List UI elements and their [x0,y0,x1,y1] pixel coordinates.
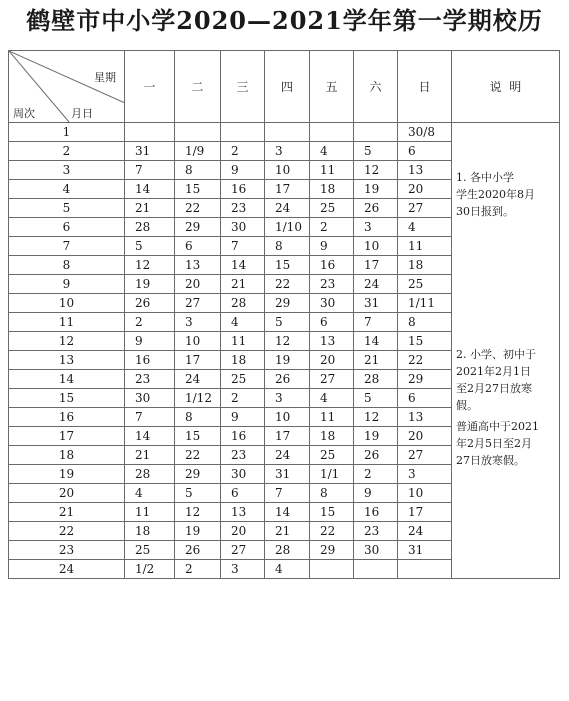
date-cell: 31 [398,541,452,560]
date-cell: 10 [265,161,310,180]
date-cell: 14 [265,503,310,522]
date-cell: 5 [175,484,221,503]
date-cell: 30/8 [398,123,452,142]
date-cell: 24 [265,446,310,465]
week-number: 23 [9,541,125,560]
notes-header: 说 明 [452,51,560,123]
date-cell: 7 [221,237,265,256]
date-cell: 28 [125,465,175,484]
date-cell: 26 [354,199,398,218]
week-number: 16 [9,408,125,427]
week-number: 14 [9,370,125,389]
date-cell: 18 [310,427,354,446]
date-cell: 21 [354,351,398,370]
date-cell: 6 [398,142,452,161]
date-cell [310,123,354,142]
date-cell: 15 [175,427,221,446]
week-number: 17 [9,427,125,446]
date-cell: 9 [221,408,265,427]
date-cell: 13 [398,161,452,180]
date-cell: 2 [175,560,221,579]
date-cell: 26 [175,541,221,560]
corner-label-week: 周次 [13,107,35,120]
date-cell: 24 [175,370,221,389]
date-cell: 7 [354,313,398,332]
date-cell: 30 [221,465,265,484]
date-cell: 19 [354,180,398,199]
date-cell: 27 [310,370,354,389]
weekday-header-sat: 六 [354,51,398,123]
date-cell: 21 [221,275,265,294]
date-cell: 4 [310,389,354,408]
date-cell: 4 [125,484,175,503]
date-cell: 4 [398,218,452,237]
date-cell: 1/12 [175,389,221,408]
date-cell: 26 [265,370,310,389]
date-cell: 10 [175,332,221,351]
date-cell: 5 [354,142,398,161]
date-cell: 10 [265,408,310,427]
date-cell: 9 [310,237,354,256]
date-cell: 16 [221,427,265,446]
date-cell: 26 [354,446,398,465]
date-cell: 14 [125,427,175,446]
date-cell: 19 [125,275,175,294]
date-cell: 2 [221,389,265,408]
date-cell: 31 [354,294,398,313]
date-cell: 13 [310,332,354,351]
date-cell: 26 [125,294,175,313]
date-cell: 31 [125,142,175,161]
date-cell: 22 [265,275,310,294]
date-cell [125,123,175,142]
date-cell: 18 [125,522,175,541]
date-cell: 27 [175,294,221,313]
date-cell: 3 [175,313,221,332]
corner-label-weekday: 星期 [94,71,116,84]
date-cell: 19 [265,351,310,370]
date-cell: 12 [175,503,221,522]
date-cell [221,123,265,142]
date-cell: 24 [265,199,310,218]
date-cell: 8 [398,313,452,332]
weekday-header-tue: 二 [175,51,221,123]
date-cell: 23 [354,522,398,541]
date-cell: 3 [265,142,310,161]
date-cell: 13 [175,256,221,275]
date-cell: 29 [175,465,221,484]
week-number: 19 [9,465,125,484]
date-cell: 12 [354,408,398,427]
date-cell: 5 [354,389,398,408]
week-number: 4 [9,180,125,199]
date-cell: 16 [310,256,354,275]
date-cell: 25 [125,541,175,560]
date-cell: 1/11 [398,294,452,313]
date-cell: 15 [265,256,310,275]
date-cell: 21 [265,522,310,541]
date-cell: 10 [354,237,398,256]
date-cell: 22 [398,351,452,370]
date-cell: 16 [221,180,265,199]
date-cell: 22 [175,446,221,465]
date-cell: 20 [221,522,265,541]
date-cell: 9 [354,484,398,503]
date-cell: 3 [354,218,398,237]
date-cell: 14 [125,180,175,199]
date-cell: 12 [354,161,398,180]
date-cell: 28 [265,541,310,560]
date-cell: 11 [310,408,354,427]
date-cell: 8 [175,161,221,180]
date-cell: 15 [310,503,354,522]
week-number: 11 [9,313,125,332]
date-cell: 20 [175,275,221,294]
date-cell: 22 [310,522,354,541]
date-cell: 29 [398,370,452,389]
date-cell: 20 [398,427,452,446]
date-cell: 8 [265,237,310,256]
date-cell: 16 [354,503,398,522]
note-3: 普通高中于2021 年2月5日至2月 27日放寒假。 [456,420,539,467]
date-cell: 27 [398,446,452,465]
date-cell: 3 [398,465,452,484]
date-cell: 23 [125,370,175,389]
week-number: 5 [9,199,125,218]
date-cell: 12 [125,256,175,275]
date-cell: 30 [354,541,398,560]
date-cell: 14 [354,332,398,351]
date-cell: 3 [265,389,310,408]
week-number: 9 [9,275,125,294]
date-cell: 9 [125,332,175,351]
date-cell: 30 [310,294,354,313]
week-number: 8 [9,256,125,275]
date-cell: 24 [398,522,452,541]
weekday-header-wed: 三 [221,51,265,123]
week-number: 3 [9,161,125,180]
date-cell: 10 [398,484,452,503]
date-cell: 18 [398,256,452,275]
date-cell: 11 [221,332,265,351]
week-number: 10 [9,294,125,313]
date-cell: 23 [310,275,354,294]
week-number: 20 [9,484,125,503]
date-cell: 5 [265,313,310,332]
note-2: 2. 小学、初中于 2021年2月1日 至2月27日放寒 假。 [456,348,536,412]
week-number: 22 [9,522,125,541]
date-cell: 17 [354,256,398,275]
date-cell: 18 [221,351,265,370]
date-cell: 4 [310,142,354,161]
week-number: 2 [9,142,125,161]
date-cell: 25 [398,275,452,294]
week-number: 21 [9,503,125,522]
date-cell: 4 [221,313,265,332]
date-cell: 20 [310,351,354,370]
date-cell: 27 [221,541,265,560]
date-cell: 28 [221,294,265,313]
date-cell: 16 [125,351,175,370]
date-cell: 24 [354,275,398,294]
corner-cell [9,51,125,123]
date-cell: 11 [398,237,452,256]
date-cell: 17 [265,180,310,199]
date-cell: 15 [175,180,221,199]
date-cell: 2 [125,313,175,332]
date-cell: 1/10 [265,218,310,237]
date-cell: 29 [265,294,310,313]
date-cell: 6 [221,484,265,503]
date-cell: 13 [221,503,265,522]
date-cell: 1/2 [125,560,175,579]
date-cell: 6 [398,389,452,408]
week-number: 1 [9,123,125,142]
date-cell: 3 [221,560,265,579]
corner-label-date: 月日 [71,107,93,120]
week-number: 7 [9,237,125,256]
date-cell: 20 [398,180,452,199]
week-number: 18 [9,446,125,465]
note-1: 1. 各中小学 学生2020年8月 30日报到。 [456,171,535,218]
date-cell: 15 [398,332,452,351]
date-cell: 28 [354,370,398,389]
date-cell: 2 [221,142,265,161]
date-cell: 11 [125,503,175,522]
date-cell: 13 [398,408,452,427]
date-cell: 30 [221,218,265,237]
table-row [9,123,560,142]
date-cell [354,560,398,579]
date-cell: 7 [125,161,175,180]
date-cell [265,123,310,142]
date-cell: 28 [125,218,175,237]
date-cell: 25 [310,199,354,218]
date-cell: 29 [310,541,354,560]
date-cell: 19 [354,427,398,446]
date-cell: 31 [265,465,310,484]
date-cell: 22 [175,199,221,218]
date-cell: 4 [265,560,310,579]
date-cell: 7 [125,408,175,427]
header-row [9,51,560,123]
date-cell: 25 [310,446,354,465]
date-cell: 21 [125,199,175,218]
date-cell: 18 [310,180,354,199]
school-calendar-table [8,50,560,579]
date-cell: 25 [221,370,265,389]
page-title: 鹤壁市中小学2020—2021学年第一学期校历 [26,6,543,35]
date-cell: 21 [125,446,175,465]
date-cell: 7 [265,484,310,503]
date-cell: 8 [310,484,354,503]
date-cell: 23 [221,446,265,465]
week-number: 13 [9,351,125,370]
date-cell: 1/9 [175,142,221,161]
date-cell [310,560,354,579]
weekday-header-sun: 日 [398,51,452,123]
date-cell: 8 [175,408,221,427]
date-cell: 29 [175,218,221,237]
weekday-header-thu: 四 [265,51,310,123]
notes-cell [452,123,560,579]
week-number: 6 [9,218,125,237]
date-cell: 17 [398,503,452,522]
date-cell: 11 [310,161,354,180]
date-cell: 9 [221,161,265,180]
week-number: 15 [9,389,125,408]
date-cell [354,123,398,142]
date-cell: 6 [175,237,221,256]
date-cell: 12 [265,332,310,351]
week-number: 12 [9,332,125,351]
date-cell: 14 [221,256,265,275]
weekday-header-mon: 一 [125,51,175,123]
date-cell: 27 [398,199,452,218]
date-cell: 2 [310,218,354,237]
date-cell: 17 [265,427,310,446]
date-cell [175,123,221,142]
weekday-header-fri: 五 [310,51,354,123]
date-cell: 17 [175,351,221,370]
date-cell: 30 [125,389,175,408]
date-cell: 5 [125,237,175,256]
date-cell [398,560,452,579]
week-number: 24 [9,560,125,579]
date-cell: 1/1 [310,465,354,484]
date-cell: 19 [175,522,221,541]
date-cell: 23 [221,199,265,218]
date-cell: 2 [354,465,398,484]
date-cell: 6 [310,313,354,332]
